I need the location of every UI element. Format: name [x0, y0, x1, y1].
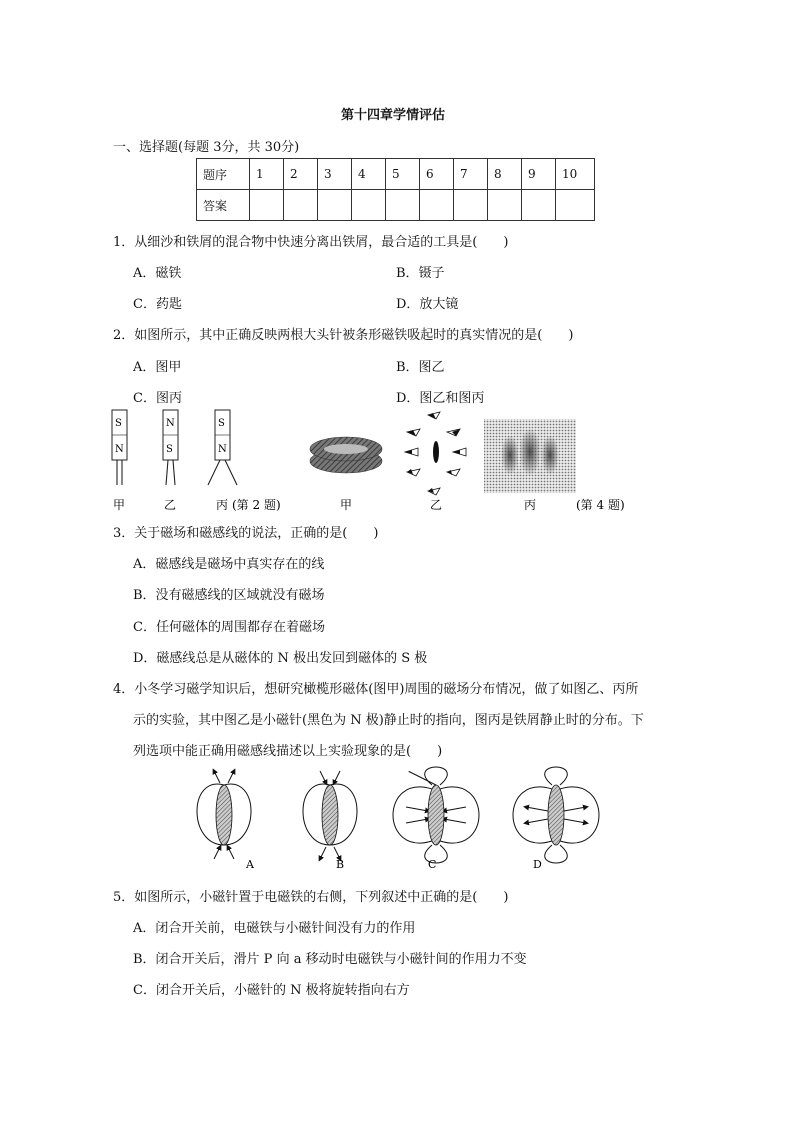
magnet-yi	[163, 410, 178, 485]
table-cell: 10	[556, 159, 595, 190]
fig4-label-bing: 丙	[524, 498, 537, 512]
fig2-label-jia: 甲	[113, 498, 126, 512]
answer-cell[interactable]	[352, 190, 386, 221]
q2-option-b[interactable]: B．图乙	[396, 360, 445, 375]
row-label-answer: 答案	[197, 190, 250, 221]
table-row	[197, 159, 595, 190]
magnet-jia	[112, 410, 127, 485]
q2-option-a[interactable]: A．图甲	[133, 360, 182, 375]
q4-label-a: A	[246, 858, 254, 871]
q4-label-c: C	[428, 858, 437, 871]
answer-cell[interactable]	[488, 190, 522, 221]
pole-label: N	[166, 418, 175, 429]
answer-cell[interactable]	[454, 190, 488, 221]
q4-option-a-diagram[interactable]	[197, 771, 251, 859]
fig2-label-bing: 丙	[216, 498, 229, 512]
fig4-label-jia: 甲	[340, 498, 353, 512]
fig4-label-yi: 乙	[430, 498, 443, 512]
table-cell: 7	[454, 159, 488, 190]
q3-option-a[interactable]: A．磁感线是磁场中真实存在的线	[133, 557, 325, 572]
pole-label: S	[166, 444, 173, 455]
q1-option-b[interactable]: B．镊子	[396, 266, 445, 281]
q5-option-b[interactable]: B．闭合开关后，滑片 P 向 a 移动时电磁铁与小磁针间的作用力不变	[133, 952, 527, 967]
table-cell: 8	[488, 159, 522, 190]
table-cell: 1	[250, 159, 284, 190]
magnet-bing	[208, 410, 237, 485]
fig4-jia-magnet	[310, 437, 382, 473]
question-5-stem: 5．如图所示，小磁针置于电磁铁的右侧，下列叙述中正确的是( )	[113, 890, 509, 905]
fig4-bing-filings	[484, 419, 576, 493]
q4-option-d-diagram[interactable]	[513, 767, 599, 863]
fig2-caption: (第 2 题)	[232, 498, 281, 512]
answer-cell[interactable]	[522, 190, 556, 221]
row-label-order: 题序	[197, 159, 250, 190]
q5-option-c[interactable]: C．闭合开关后，小磁针的 N 极将旋转指向右方	[133, 983, 410, 998]
q3-option-b[interactable]: B．没有磁感线的区域就没有磁场	[133, 588, 325, 603]
q1-option-d[interactable]: D．放大镜	[396, 297, 459, 312]
q4-option-c-diagram[interactable]	[393, 767, 479, 863]
section-heading: 一、选择题(每题 3分，共 30分)	[113, 140, 300, 155]
table-cell: 2	[284, 159, 318, 190]
figure-q4-options	[180, 765, 610, 875]
pole-label: S	[115, 418, 122, 429]
answer-cell[interactable]	[250, 190, 284, 221]
q5-option-a[interactable]: A．闭合开关前，电磁铁与小磁针间没有力的作用	[133, 921, 416, 936]
q4-label-b: B	[336, 858, 345, 871]
page-title: 第十四章学情评估	[341, 108, 446, 123]
pole-label: S	[218, 418, 225, 429]
table-cell: 9	[522, 159, 556, 190]
question-4-line-1: 4．小冬学习磁学知识后，想研究橄榄形磁体(图甲)周围的磁场分布情况，做了如图乙、丙所	[113, 682, 639, 697]
answer-cell[interactable]	[284, 190, 318, 221]
answer-cell[interactable]	[420, 190, 454, 221]
question-1-stem: 1．从细沙和铁屑的混合物中快速分离出铁屑，最合适的工具是( )	[113, 235, 509, 250]
q4-option-b-diagram[interactable]	[303, 771, 357, 859]
pole-label: N	[115, 444, 124, 455]
answer-cell[interactable]	[556, 190, 595, 221]
fig4-yi-compasses	[405, 412, 466, 495]
answer-cell[interactable]	[318, 190, 352, 221]
question-3-stem: 3．关于磁场和磁感线的说法，正确的是( )	[113, 526, 379, 541]
q2-option-c[interactable]: C．图丙	[133, 391, 182, 406]
fig4-caption: (第 4 题)	[576, 498, 625, 512]
q4-label-d: D	[533, 858, 542, 871]
q2-option-d[interactable]: D．图乙和图丙	[396, 391, 485, 406]
table-cell: 3	[318, 159, 352, 190]
figure-q4-magnet-field	[300, 405, 640, 517]
table-row	[197, 190, 595, 221]
answer-cell[interactable]	[386, 190, 420, 221]
figure-q2-magnets	[100, 405, 300, 517]
table-cell: 5	[386, 159, 420, 190]
answer-table	[196, 158, 595, 221]
pole-label: N	[218, 444, 227, 455]
question-2-stem: 2．如图所示，其中正确反映两根大头针被条形磁铁吸起时的真实情况的是( )	[113, 328, 574, 343]
question-4-line-2: 示的实验，其中图乙是小磁针(黑色为 N 极)静止时的指向，图丙是铁屑静止时的分布。下	[133, 713, 644, 728]
q3-option-c[interactable]: C．任何磁体的周围都存在着磁场	[133, 620, 325, 635]
q3-option-d[interactable]: D．磁感线总是从磁体的 N 极出发回到磁体的 S 极	[133, 651, 428, 666]
q1-option-c[interactable]: C．药匙	[133, 297, 182, 312]
table-cell: 4	[352, 159, 386, 190]
fig2-label-yi: 乙	[164, 498, 177, 512]
q1-option-a[interactable]: A．磁铁	[133, 266, 182, 281]
table-cell: 6	[420, 159, 454, 190]
question-4-line-3: 列选项中能正确用磁感线描述以上实验现象的是( )	[133, 744, 443, 759]
